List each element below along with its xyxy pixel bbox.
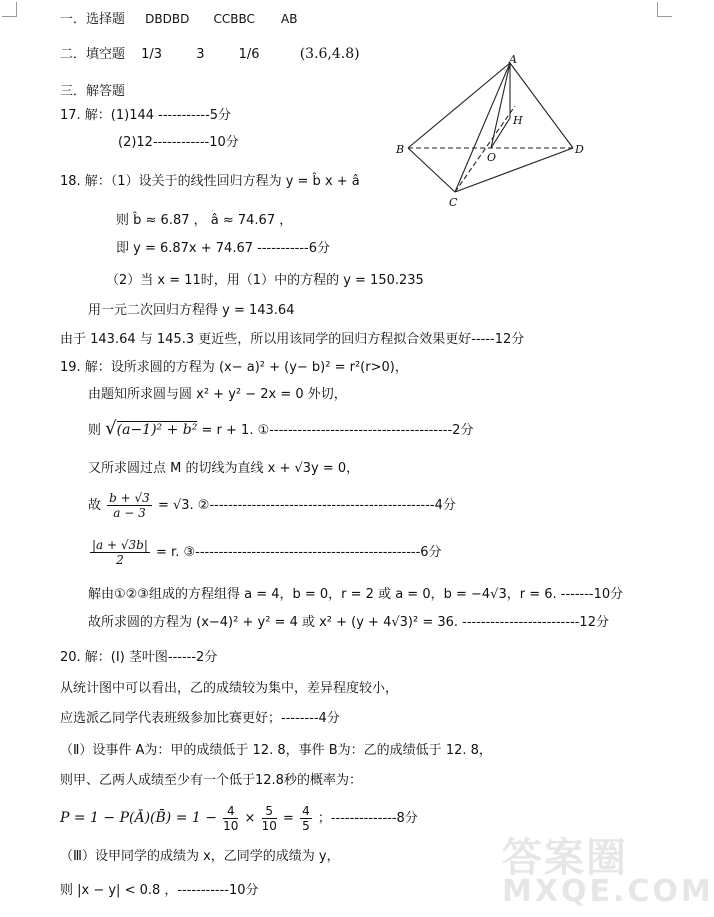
fill-answer-4: (3.6,4.8) (299, 46, 360, 62)
q20-line6 (60, 798, 418, 838)
edge-A-B (408, 63, 510, 148)
q18-line6: 由于 143.64 与 145.3 更近些，所以用该同学的回归方程拟合效果更好-----12分 (60, 332, 525, 347)
q19-fraction-numerator: b + √3 (109, 491, 150, 505)
label-B: B (396, 143, 405, 156)
q19-line3-radicand: (a−1)² + b² (116, 422, 198, 438)
q19-line4: 又所求圆过点 M 的切线为直线 x + √3y = 0， (88, 461, 360, 476)
q19-fraction-denominator: a − 3 (113, 506, 146, 520)
q19-line7: 解由①②③组成的方程组得 a = 4，b = 0，r = 2 或 a = 0，b = −4√3，r = 6. -------10分 (88, 587, 624, 602)
watermark-url: MXQE.COM (502, 874, 714, 909)
dashed-C-O (455, 106, 515, 192)
q19-line5-prefix: 故 (88, 498, 102, 513)
q19-line3-suffix: = r + 1. ①---------------------------------------2分 (201, 423, 474, 438)
label-D: D (575, 143, 584, 156)
q19-line3-prefix: 则 (88, 423, 102, 438)
section2-label: 二．填空题 (60, 47, 126, 62)
q18-line2: 则 b̂ ≈ 6.87 ， â ≈ 74.67 ， (116, 213, 293, 228)
edge-A-C (455, 63, 510, 192)
q19-line8: 故所求圆的方程为 (x−4)² + y² = 4 或 x² + (y + 4√3)² = 36. -------------------------12分 (88, 615, 609, 630)
q19-line2: 由题知所求圆与圆 x² + y² − 2x = 0 外切， (88, 387, 347, 402)
q20-prob-prefix: P = 1 − P(Ā)(B̄) = 1 − (60, 810, 217, 826)
q17-line2: (2)12------------10分 (118, 135, 239, 150)
q18-line3: 即 y = 6.87x + 74.67 -----------6分 (116, 241, 330, 256)
watermark-logo: 答案圈 (502, 835, 628, 881)
q20-line2: 从统计图中可以看出，乙的成绩较为集中，差异程度较小， (60, 681, 399, 696)
q19-line1: 19. 解：设所求圆的方程为 (x− a)² + (y− b)² = r²(r>0)， (60, 360, 408, 375)
q20-fraction-1 (223, 804, 238, 833)
q17-line1: 17. 解：(1)144 -----------5分 (60, 108, 232, 123)
q19-fraction-distance (90, 538, 150, 567)
section2-row (60, 45, 360, 64)
q19-line3 (88, 420, 473, 440)
pyramid-figure (395, 53, 595, 213)
q20-line3: 应选派乙同学代表班级参加比赛更好；--------4分 (60, 711, 340, 726)
q20-times: × (244, 811, 256, 826)
label-C: C (449, 196, 458, 209)
q20-line8: 则 |x − y| < 0.8 ，-----------10分 (60, 883, 259, 898)
sqrt-sign-icon: √ (105, 418, 117, 439)
fill-answer-2: 3 (196, 47, 205, 62)
q20-fraction-2-num: 5 (262, 804, 277, 819)
label-A: A (509, 53, 517, 66)
q20-fraction-2 (262, 804, 277, 833)
q18-line4: （2）当 x = 11时，用（1）中的方程的 y = 150.235 (106, 273, 424, 288)
q19-fraction-slope (107, 491, 152, 520)
q20-line7: （Ⅲ）设甲同学的成绩为 x，乙同学的成绩为 y， (60, 849, 340, 864)
q20-fraction-3-den: 5 (302, 819, 310, 833)
section3-label: 三．解答题 (60, 84, 126, 99)
section1-answers-1: DBDBD (145, 12, 190, 26)
section1-label: 一．选择题 (60, 12, 126, 27)
label-O: O (487, 151, 497, 164)
q20-fraction-3 (300, 804, 312, 833)
q20-fraction-1-num: 4 (223, 804, 238, 819)
fill-answer-3: 1/6 (238, 47, 260, 62)
fill-answer-1: 1/3 (141, 47, 163, 62)
edge-A-D (510, 63, 573, 148)
q18-line5: 用一元二次回归方程得 y = 143.64 (88, 303, 295, 318)
edge-C-D (455, 148, 573, 192)
q19-line5-suffix: = √3. ②------------------------------------------------4分 (157, 498, 456, 513)
section1-answers-2: CCBBC (213, 12, 255, 26)
label-H: H (513, 114, 523, 127)
corner-mark-top-left (2, 2, 17, 17)
corner-mark-top-right (657, 2, 672, 17)
q19-distance-denominator: 2 (116, 553, 124, 567)
section1-answers-3: AB (281, 12, 298, 26)
q20-equals: = (283, 811, 294, 826)
q20-fraction-1-den: 10 (223, 819, 239, 833)
q20-line1: 20. 解：(Ⅰ) 茎叶图------2分 (60, 650, 218, 665)
q20-fraction-2-den: 10 (261, 819, 277, 833)
q19-line6-suffix: = r. ③------------------------------------------------6分 (156, 545, 442, 560)
edge-B-C (408, 148, 455, 192)
q19-line5 (88, 488, 456, 524)
section1-row (60, 10, 297, 29)
q19-line6 (88, 535, 442, 571)
q20-line4: （Ⅱ）设事件 A为：甲的成绩低于 12. 8，事件 B为：乙的成绩低于 12. 8， (60, 743, 492, 758)
q18-line1: 18. 解：（1）设关于的线性回归方程为 y = b̂ x + â (60, 174, 360, 189)
q20-line5: 则甲、乙两人成绩至少有一个低于12.8秒的概率为： (60, 773, 362, 788)
q19-distance-numerator: |a + √3b| (92, 538, 148, 552)
q20-line6-suffix: ；--------------8分 (317, 811, 418, 826)
q20-fraction-3-num: 4 (302, 804, 310, 818)
